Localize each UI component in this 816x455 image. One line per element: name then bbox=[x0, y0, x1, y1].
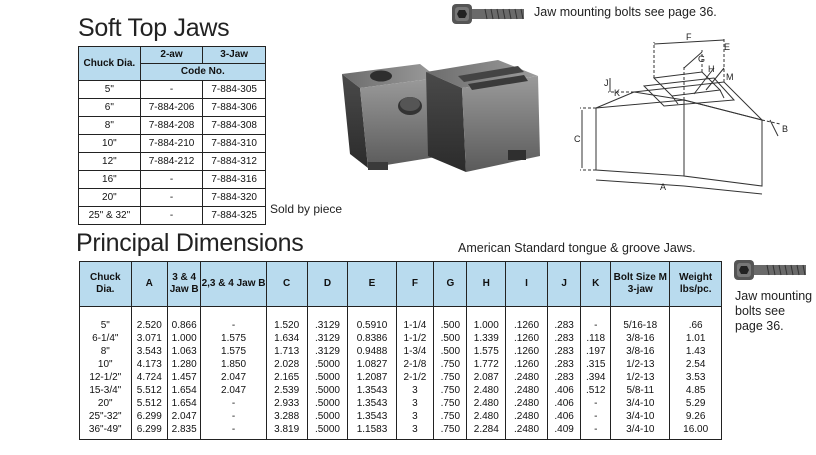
drawing-label-j: J bbox=[604, 78, 609, 88]
dims-cell: 2.165 bbox=[266, 371, 307, 384]
dims-cell: 1.063 bbox=[168, 345, 201, 358]
dims-cell: 2.047 bbox=[201, 384, 266, 397]
dims-cell: 20" bbox=[80, 397, 132, 410]
jaws-row bbox=[79, 117, 266, 135]
dims-cell: .5000 bbox=[307, 384, 348, 397]
jaws-cell-two: - bbox=[140, 81, 203, 99]
dims-cell: .500 bbox=[434, 345, 467, 358]
dims-cell: 2.047 bbox=[201, 371, 266, 384]
dims-row bbox=[80, 332, 722, 345]
dims-header: Chuck Dia. bbox=[80, 262, 132, 307]
dims-cell: .406 bbox=[547, 410, 580, 423]
drawing-label-e: E bbox=[724, 42, 731, 52]
dims-cell: 3/8-16 bbox=[611, 332, 670, 345]
dims-cell: 3 bbox=[396, 384, 434, 397]
dims-header: Bolt Size M 3-jaw bbox=[611, 262, 670, 307]
jaws-cell-three: 7-884-312 bbox=[203, 153, 266, 171]
dims-cell: .512 bbox=[581, 384, 611, 397]
drawing-label-k: K bbox=[614, 88, 621, 98]
dims-cell: 2.933 bbox=[266, 397, 307, 410]
dims-cell: .3129 bbox=[307, 307, 348, 333]
jaws-cell-two: 7-884-206 bbox=[140, 99, 203, 117]
dims-cell: 3/8-16 bbox=[611, 345, 670, 358]
dims-cell: .118 bbox=[581, 332, 611, 345]
dims-cell: 1-1/4 bbox=[396, 307, 434, 333]
dims-cell: 1.1583 bbox=[348, 423, 396, 439]
soft-jaws-photo bbox=[328, 56, 550, 186]
dims-cell: 1.654 bbox=[168, 384, 201, 397]
dims-cell: 5.29 bbox=[670, 397, 722, 410]
dims-cell: 1.772 bbox=[467, 358, 506, 371]
dims-cell: 1/2-13 bbox=[611, 358, 670, 371]
jaws-cell-two: - bbox=[140, 189, 203, 207]
drawing-label-c: C bbox=[574, 134, 581, 144]
dims-cell: 1.3543 bbox=[348, 397, 396, 410]
dims-cell: 5/16-18 bbox=[611, 307, 670, 333]
dims-cell: 1.575 bbox=[201, 332, 266, 345]
dims-cell: 2-1/2 bbox=[396, 371, 434, 384]
jaws-cell-chuck: 25" & 32" bbox=[79, 207, 141, 225]
bolt-icon bbox=[451, 3, 527, 25]
dims-cell: 6.299 bbox=[131, 423, 168, 439]
dims-cell: 9.26 bbox=[670, 410, 722, 423]
dims-cell: .394 bbox=[581, 371, 611, 384]
jaw-dimension-drawing bbox=[574, 28, 804, 198]
jaws-cell-chuck: 5" bbox=[79, 81, 141, 99]
dims-cell: .3129 bbox=[307, 332, 348, 345]
jaws-cell-three: 7-884-308 bbox=[203, 117, 266, 135]
dims-cell: 2.835 bbox=[168, 423, 201, 439]
dims-cell: 2-1/8 bbox=[396, 358, 434, 371]
jaws-row bbox=[79, 189, 266, 207]
dims-cell: 3 bbox=[396, 397, 434, 410]
dims-cell: 2.539 bbox=[266, 384, 307, 397]
dims-row bbox=[80, 371, 722, 384]
jaws-header-2jaw: 2-aw bbox=[140, 47, 203, 64]
jaws-row bbox=[79, 135, 266, 153]
dims-header: D bbox=[307, 262, 348, 307]
dims-cell: .750 bbox=[434, 384, 467, 397]
dims-cell: .2480 bbox=[506, 397, 548, 410]
dims-cell: .3129 bbox=[307, 345, 348, 358]
jaws-cell-three: 7-884-316 bbox=[203, 171, 266, 189]
dims-cell: .409 bbox=[547, 423, 580, 439]
bolt-note-top: Jaw mounting bolts see page 36. bbox=[534, 5, 717, 19]
dims-cell: - bbox=[201, 423, 266, 439]
jaws-header-code: Code No. bbox=[140, 64, 265, 81]
jaws-cell-two: 7-884-212 bbox=[140, 153, 203, 171]
dims-cell: 5/8-11 bbox=[611, 384, 670, 397]
dims-cell: 1.634 bbox=[266, 332, 307, 345]
dims-cell: 15-3/4" bbox=[80, 384, 132, 397]
dims-cell: 2.284 bbox=[467, 423, 506, 439]
dims-cell: 12-1/2" bbox=[80, 371, 132, 384]
drawing-label-b: B bbox=[782, 124, 789, 134]
drawing-label-m: M bbox=[726, 72, 734, 82]
dims-cell: .1260 bbox=[506, 332, 548, 345]
jaws-cell-two: 7-884-208 bbox=[140, 117, 203, 135]
dims-cell: 1.713 bbox=[266, 345, 307, 358]
jaws-cell-two: - bbox=[140, 171, 203, 189]
dims-header: F bbox=[396, 262, 434, 307]
jaws-cell-three: 7-884-305 bbox=[203, 81, 266, 99]
dims-cell: 4.85 bbox=[670, 384, 722, 397]
dims-cell: .315 bbox=[581, 358, 611, 371]
dims-cell: 6-1/4" bbox=[80, 332, 132, 345]
dims-cell: .283 bbox=[547, 307, 580, 333]
dims-cell: 3.071 bbox=[131, 332, 168, 345]
dims-cell: 5" bbox=[80, 307, 132, 333]
dims-cell: 1.0827 bbox=[348, 358, 396, 371]
dims-cell: 2.480 bbox=[467, 397, 506, 410]
jaws-header-3jaw: 3-Jaw bbox=[203, 47, 266, 64]
dims-cell: 16.00 bbox=[670, 423, 722, 439]
dims-cell: .750 bbox=[434, 410, 467, 423]
dims-header: 2,3 & 4 Jaw B bbox=[201, 262, 266, 307]
jaws-cell-two: 7-884-210 bbox=[140, 135, 203, 153]
dims-cell: .5000 bbox=[307, 410, 348, 423]
jaws-row bbox=[79, 207, 266, 225]
dims-cell: 2.520 bbox=[131, 307, 168, 333]
dims-cell: 0.8386 bbox=[348, 332, 396, 345]
dims-cell: .283 bbox=[547, 358, 580, 371]
jaws-cell-chuck: 6" bbox=[79, 99, 141, 117]
dims-cell: .750 bbox=[434, 358, 467, 371]
drawing-label-h: H bbox=[708, 64, 715, 74]
dims-cell: 25"-32" bbox=[80, 410, 132, 423]
dims-cell: 3 bbox=[396, 410, 434, 423]
jaws-cell-chuck: 12" bbox=[79, 153, 141, 171]
dims-cell: 4.173 bbox=[131, 358, 168, 371]
dims-cell: 1.43 bbox=[670, 345, 722, 358]
dims-cell: .197 bbox=[581, 345, 611, 358]
dims-cell: 1.3543 bbox=[348, 384, 396, 397]
dims-cell: 3/4-10 bbox=[611, 423, 670, 439]
dims-cell: .750 bbox=[434, 423, 467, 439]
dims-cell: .1260 bbox=[506, 345, 548, 358]
dims-header: C bbox=[266, 262, 307, 307]
dims-cell: 1-1/2 bbox=[396, 332, 434, 345]
dims-header: E bbox=[348, 262, 396, 307]
dims-cell: 5.512 bbox=[131, 397, 168, 410]
dims-header: 3 & 4 Jaw B bbox=[168, 262, 201, 307]
dims-cell: 2.480 bbox=[467, 384, 506, 397]
dims-cell: 0.9488 bbox=[348, 345, 396, 358]
dims-cell: .5000 bbox=[307, 397, 348, 410]
dims-cell: .283 bbox=[547, 345, 580, 358]
dims-cell: 2.047 bbox=[168, 410, 201, 423]
jaws-cell-three: 7-884-320 bbox=[203, 189, 266, 207]
dims-cell: 1.000 bbox=[467, 307, 506, 333]
dims-header: Weight lbs/pc. bbox=[670, 262, 722, 307]
dims-cell: 3/4-10 bbox=[611, 397, 670, 410]
dims-cell: .5000 bbox=[307, 358, 348, 371]
bolt-note-right: Jaw mounting bolts see page 36. bbox=[735, 289, 813, 333]
dims-cell: 1.457 bbox=[168, 371, 201, 384]
jaws-cell-three: 7-884-325 bbox=[203, 207, 266, 225]
dims-cell: 1.280 bbox=[168, 358, 201, 371]
dims-cell: - bbox=[581, 410, 611, 423]
dims-cell: .283 bbox=[547, 371, 580, 384]
jaws-row bbox=[79, 81, 266, 99]
dims-row bbox=[80, 410, 722, 423]
dims-cell: - bbox=[581, 423, 611, 439]
dims-cell: 0.5910 bbox=[348, 307, 396, 333]
dims-header: H bbox=[467, 262, 506, 307]
dims-cell: .1260 bbox=[506, 307, 548, 333]
jaws-cell-chuck: 16" bbox=[79, 171, 141, 189]
dims-cell: .283 bbox=[547, 332, 580, 345]
dims-cell: 1.01 bbox=[670, 332, 722, 345]
dims-cell: .750 bbox=[434, 371, 467, 384]
jaws-cell-two: - bbox=[140, 207, 203, 225]
dims-header: I bbox=[506, 262, 548, 307]
dims-cell: 0.866 bbox=[168, 307, 201, 333]
dims-row bbox=[80, 345, 722, 358]
jaws-cell-three: 7-884-310 bbox=[203, 135, 266, 153]
dims-cell: .66 bbox=[670, 307, 722, 333]
dims-header: G bbox=[434, 262, 467, 307]
dims-cell: .2480 bbox=[506, 384, 548, 397]
bolt-icon-right bbox=[733, 259, 809, 281]
dims-cell: .2480 bbox=[506, 423, 548, 439]
principal-dimensions-title: Principal Dimensions bbox=[76, 229, 304, 257]
dims-cell: .2480 bbox=[506, 371, 548, 384]
dims-cell: 6.299 bbox=[131, 410, 168, 423]
dims-cell: 1.850 bbox=[201, 358, 266, 371]
dims-cell: .1260 bbox=[506, 358, 548, 371]
dims-cell: 1.575 bbox=[467, 345, 506, 358]
principal-dimensions-table bbox=[79, 261, 722, 440]
dims-cell: - bbox=[201, 397, 266, 410]
jaws-row bbox=[79, 171, 266, 189]
dims-cell: 1.654 bbox=[168, 397, 201, 410]
dims-cell: - bbox=[581, 307, 611, 333]
dims-cell: .5000 bbox=[307, 371, 348, 384]
jaws-cell-chuck: 8" bbox=[79, 117, 141, 135]
dims-cell: 2.54 bbox=[670, 358, 722, 371]
dims-cell: .5000 bbox=[307, 423, 348, 439]
dims-cell: 1.575 bbox=[201, 345, 266, 358]
soft-top-jaws-table bbox=[78, 46, 266, 225]
dims-header: A bbox=[131, 262, 168, 307]
dims-cell: .750 bbox=[434, 397, 467, 410]
jaws-row bbox=[79, 99, 266, 117]
drawing-label-f: F bbox=[686, 32, 692, 42]
dims-cell: 3.819 bbox=[266, 423, 307, 439]
dims-cell: .2480 bbox=[506, 410, 548, 423]
dims-cell: 2.028 bbox=[266, 358, 307, 371]
dims-cell: 2.480 bbox=[467, 410, 506, 423]
dims-cell: 3.543 bbox=[131, 345, 168, 358]
dims-cell: 1.520 bbox=[266, 307, 307, 333]
dims-cell: - bbox=[581, 397, 611, 410]
jaws-cell-chuck: 20" bbox=[79, 189, 141, 207]
dims-cell: 36"-49" bbox=[80, 423, 132, 439]
dims-cell: - bbox=[201, 307, 266, 333]
drawing-label-a: A bbox=[660, 182, 667, 192]
dims-row bbox=[80, 397, 722, 410]
dims-header: J bbox=[547, 262, 580, 307]
dims-cell: .500 bbox=[434, 332, 467, 345]
dims-cell: 3.53 bbox=[670, 371, 722, 384]
dims-cell: 1.339 bbox=[467, 332, 506, 345]
dims-row bbox=[80, 307, 722, 333]
dims-cell: 1.3543 bbox=[348, 410, 396, 423]
dims-header: K bbox=[581, 262, 611, 307]
dims-cell: 5.512 bbox=[131, 384, 168, 397]
dims-row bbox=[80, 423, 722, 439]
dims-cell: 1/2-13 bbox=[611, 371, 670, 384]
dims-cell: 1.000 bbox=[168, 332, 201, 345]
dims-cell: 1.2087 bbox=[348, 371, 396, 384]
dims-cell: 3.288 bbox=[266, 410, 307, 423]
jaws-header-chuck: Chuck Dia. bbox=[79, 47, 141, 81]
jaws-cell-three: 7-884-306 bbox=[203, 99, 266, 117]
dims-cell: 3/4-10 bbox=[611, 410, 670, 423]
dims-cell: - bbox=[201, 410, 266, 423]
dims-cell: 2.087 bbox=[467, 371, 506, 384]
drawing-label-g: G bbox=[698, 54, 706, 64]
dims-cell: .406 bbox=[547, 397, 580, 410]
jaws-row bbox=[79, 153, 266, 171]
dims-row bbox=[80, 384, 722, 397]
dims-cell: 8" bbox=[80, 345, 132, 358]
dims-cell: 1-3/4 bbox=[396, 345, 434, 358]
soft-top-jaws-title: Soft Top Jaws bbox=[78, 14, 230, 42]
jaws-cell-chuck: 10" bbox=[79, 135, 141, 153]
dims-cell: .406 bbox=[547, 384, 580, 397]
sold-by-piece-note: Sold by piece bbox=[270, 202, 343, 216]
dims-row bbox=[80, 358, 722, 371]
dims-cell: 4.724 bbox=[131, 371, 168, 384]
dims-cell: 3 bbox=[396, 423, 434, 439]
tongue-groove-note: American Standard tongue & groove Jaws. bbox=[458, 241, 696, 255]
dims-cell: 10" bbox=[80, 358, 132, 371]
dims-cell: .500 bbox=[434, 307, 467, 333]
